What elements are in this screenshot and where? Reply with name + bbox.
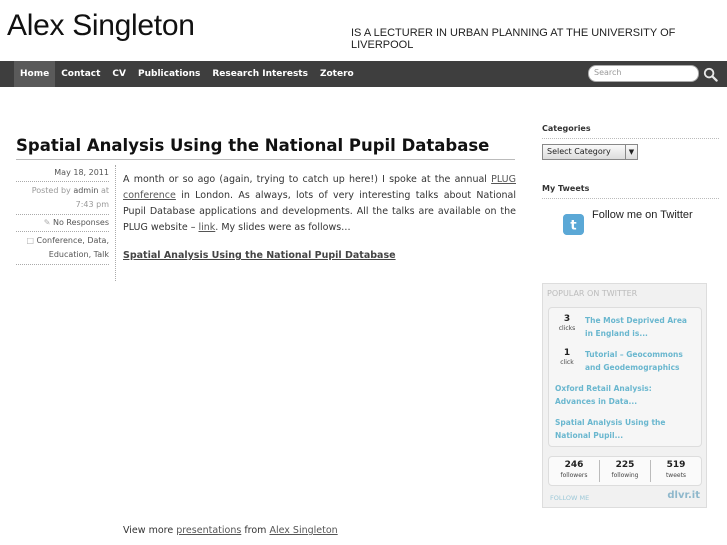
- site-title[interactable]: Alex Singleton: [7, 9, 195, 42]
- search-icon[interactable]: [703, 67, 718, 82]
- tweets-count: 519: [666, 460, 686, 470]
- chevron-down-icon[interactable]: ▼: [625, 145, 637, 159]
- following-label: following: [611, 472, 639, 479]
- search-input[interactable]: Search: [588, 65, 699, 82]
- nav-publications[interactable]: Publications: [138, 69, 201, 79]
- click-count-label: clicks: [558, 325, 576, 332]
- popular-title: POPULAR ON TWITTER: [547, 289, 638, 298]
- category-select[interactable]: [542, 144, 638, 160]
- nav-contact[interactable]: Contact: [61, 69, 101, 79]
- site-tagline: IS A LECTURER IN URBAN PLANNING AT THE UNIVERSITY OF LIVERPOOL: [351, 27, 676, 51]
- nav-zotero[interactable]: Zotero: [319, 69, 354, 79]
- post-author-line: [16, 182, 109, 215]
- meta-divider: [115, 165, 116, 281]
- categories-divider: [542, 138, 719, 139]
- nav-home[interactable]: Home: [14, 61, 55, 87]
- nav-cv[interactable]: CV: [112, 69, 126, 79]
- tweets-divider: [542, 198, 719, 199]
- post-body: [123, 172, 516, 236]
- post-categories: [16, 232, 109, 265]
- click-count: [555, 348, 579, 366]
- categories-links[interactable]: Conference, Data, Education, Talk: [36, 236, 109, 259]
- body-text-1: A month or so ago (again, trying to catch up here!) I spoke at the annual: [123, 174, 492, 185]
- post-author-link[interactable]: admin: [73, 186, 99, 195]
- popular-on-twitter-widget: [542, 283, 707, 508]
- following-stat[interactable]: [600, 460, 651, 482]
- post-time: at 7:43 pm: [75, 186, 109, 209]
- category-select-value: Select Category: [547, 147, 611, 156]
- follow-me-link[interactable]: FOLLOW ME: [550, 494, 590, 502]
- categories-heading: Categories: [542, 124, 591, 133]
- popular-item-link[interactable]: Oxford Retail Analysis: Advances in Data...: [555, 384, 652, 406]
- click-count: [555, 314, 579, 332]
- followers-count: 246: [564, 460, 584, 470]
- presentations-link[interactable]: presentations: [176, 525, 242, 536]
- post-title[interactable]: Spatial Analysis Using the National Pupil Database: [16, 136, 490, 155]
- tweets-label: tweets: [665, 472, 687, 479]
- popular-list: [548, 307, 702, 447]
- body-text-3: . My slides were as follows…: [215, 222, 351, 233]
- click-count-value: 3: [563, 314, 571, 324]
- folder-icon: □: [26, 236, 34, 245]
- popular-item-link[interactable]: Tutorial – Geocommons and Geodemographics: [585, 350, 683, 372]
- responses-label[interactable]: No Responses: [52, 218, 109, 227]
- click-count-label: click: [560, 359, 574, 366]
- view-more-text-2: from: [241, 525, 270, 536]
- post-date: May 18, 2011: [16, 165, 109, 182]
- twitter-icon[interactable]: [563, 214, 584, 235]
- plug-website-link[interactable]: link: [198, 222, 216, 233]
- nav-research-interests[interactable]: Research Interests: [212, 69, 308, 79]
- tweets-heading: My Tweets: [542, 184, 590, 193]
- body-text-2: in London. As always, lots of very interesting talks about National Pupil Database applications and developments. All the talks are available on the PLUG website –: [123, 190, 516, 233]
- title-divider: [16, 159, 515, 160]
- posted-by-label: Posted by: [31, 186, 71, 195]
- post-responses[interactable]: [16, 215, 109, 232]
- followers-stat[interactable]: [549, 460, 600, 482]
- follow-on-twitter-link[interactable]: Follow me on Twitter: [592, 209, 693, 221]
- popular-item-link[interactable]: The Most Deprived Area in England is...: [585, 316, 687, 338]
- view-more-text-1: View more: [123, 525, 177, 536]
- slides-link[interactable]: Spatial Analysis Using the National Pupil Database: [123, 250, 396, 261]
- tweets-stat[interactable]: [651, 460, 701, 482]
- comment-icon: ✎: [43, 218, 51, 227]
- click-count-value: 1: [563, 348, 571, 358]
- svg-text:t: t: [570, 218, 577, 234]
- following-count: 225: [615, 460, 635, 470]
- view-more-line: [123, 525, 338, 536]
- popular-item-link[interactable]: Spatial Analysis Using the National Pupil...: [555, 418, 666, 440]
- plug-conference-link[interactable]: PLUG conference: [123, 174, 516, 201]
- twitter-stats: [548, 456, 702, 486]
- author-slideshare-link[interactable]: Alex Singleton: [269, 525, 338, 536]
- followers-label: followers: [560, 472, 588, 479]
- post-meta: [16, 165, 109, 265]
- dlvr-logo[interactable]: dlvr.it: [667, 490, 700, 501]
